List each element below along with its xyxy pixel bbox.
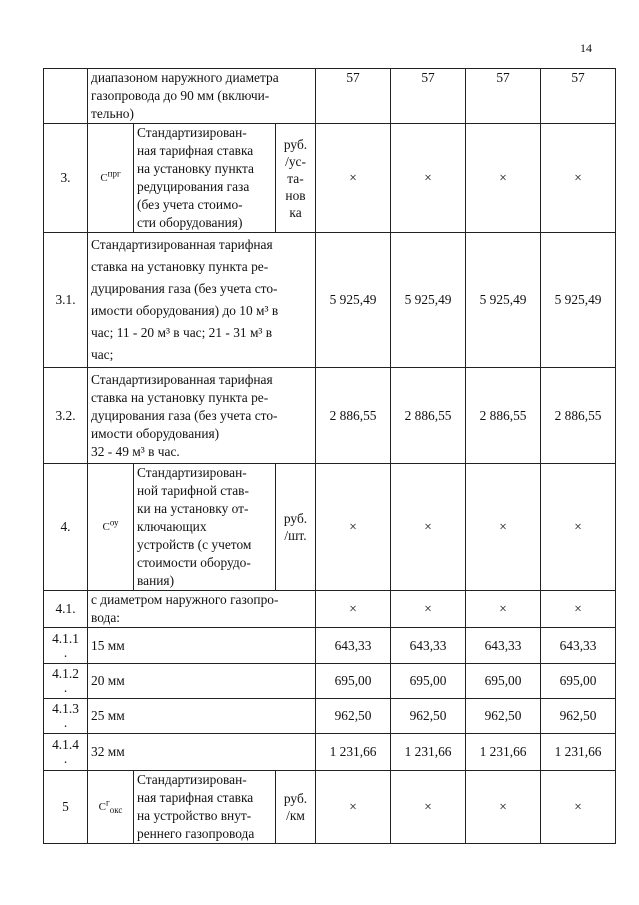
row-number: 3. — [44, 124, 88, 233]
value-cell: 962,50 — [466, 699, 541, 734]
unit-cell: руб. /ус- та- нов ка — [276, 124, 316, 233]
row-number: 5 — [44, 771, 88, 844]
value-cell: × — [541, 124, 616, 233]
value-cell: × — [466, 771, 541, 844]
value-cell: × — [541, 771, 616, 844]
row-description: Стандартизирован- ная тарифная ставка на установку пункта редуцирования газа (без учета стоимо- сти оборудования) — [134, 124, 276, 233]
row-description: 25 мм — [88, 699, 316, 734]
value-cell: 57 — [391, 69, 466, 124]
value-cell: 695,00 — [391, 664, 466, 699]
table-row — [44, 664, 616, 699]
value-cell: × — [316, 591, 391, 628]
value-cell: × — [391, 771, 466, 844]
row-description: Стандартизирован- ная тарифная ставка на устройство внут- реннего газопровода — [134, 771, 276, 844]
row-description: Стандартизирован- ной тарифной став- ки на установку от- ключающих устройств (с учетом стоимости оборудо- вания) — [134, 464, 276, 591]
tariff-symbol: $C^г_{окс}$ — [88, 771, 134, 844]
value-cell: × — [391, 591, 466, 628]
table-row — [44, 69, 616, 124]
row-description: диапазоном наружного диаметра газопровода до 90 мм (включи- тельно) — [88, 69, 316, 124]
row-description: 15 мм — [88, 628, 316, 664]
value-cell: 695,00 — [541, 664, 616, 699]
value-cell: 5 925,49 — [541, 233, 616, 368]
value-cell: × — [391, 124, 466, 233]
table-row — [44, 628, 616, 664]
tariff-symbol: $C^{оу}$ — [88, 464, 134, 591]
row-number: 4.1.2 . — [44, 664, 88, 699]
row-number: 3.2. — [44, 368, 88, 464]
value-cell: 2 886,55 — [466, 368, 541, 464]
row-number: 4.1. — [44, 591, 88, 628]
row-number: 4.1.4 . — [44, 734, 88, 771]
table-row — [44, 771, 616, 844]
table-row — [44, 233, 616, 368]
table-row — [44, 591, 616, 628]
value-cell: × — [541, 464, 616, 591]
tariff-table — [43, 68, 616, 844]
value-cell: 643,33 — [391, 628, 466, 664]
table-row — [44, 368, 616, 464]
value-cell: 5 925,49 — [466, 233, 541, 368]
value-cell: 643,33 — [466, 628, 541, 664]
unit-cell: руб. /шт. — [276, 464, 316, 591]
row-number — [44, 69, 88, 124]
value-cell: 643,33 — [541, 628, 616, 664]
tariff-symbol: $C^{прг}$ — [88, 124, 134, 233]
value-cell: 57 — [316, 69, 391, 124]
row-number: 4. — [44, 464, 88, 591]
value-cell: 962,50 — [316, 699, 391, 734]
value-cell: 643,33 — [316, 628, 391, 664]
value-cell: 1 231,66 — [466, 734, 541, 771]
value-cell: × — [316, 771, 391, 844]
table-row — [44, 124, 616, 233]
row-description: 20 мм — [88, 664, 316, 699]
value-cell: × — [316, 124, 391, 233]
value-cell: 57 — [541, 69, 616, 124]
row-description: 32 мм — [88, 734, 316, 771]
row-number: 4.1.3 . — [44, 699, 88, 734]
table-row — [44, 464, 616, 591]
value-cell: × — [466, 464, 541, 591]
value-cell: × — [316, 464, 391, 591]
value-cell: 695,00 — [316, 664, 391, 699]
value-cell: × — [541, 591, 616, 628]
value-cell: 57 — [466, 69, 541, 124]
table-row — [44, 699, 616, 734]
value-cell: 962,50 — [541, 699, 616, 734]
value-cell: × — [391, 464, 466, 591]
value-cell: 1 231,66 — [391, 734, 466, 771]
value-cell: 2 886,55 — [316, 368, 391, 464]
unit-cell: руб. /км — [276, 771, 316, 844]
table-row — [44, 734, 616, 771]
row-description: Стандартизированная тарифная ставка на установку пункта ре- дуцирования газа (без учета сто- имости оборудования) до 10 м³ в час; 11 - 20 м³ в час; 21 - 31 м³ в час; — [88, 233, 316, 368]
value-cell: 2 886,55 — [541, 368, 616, 464]
value-cell: 5 925,49 — [391, 233, 466, 368]
value-cell: 1 231,66 — [316, 734, 391, 771]
value-cell: 695,00 — [466, 664, 541, 699]
value-cell: 1 231,66 — [541, 734, 616, 771]
value-cell: × — [466, 124, 541, 233]
value-cell: 2 886,55 — [391, 368, 466, 464]
page-number: 14 — [580, 41, 592, 55]
value-cell: 962,50 — [391, 699, 466, 734]
row-description: Стандартизированная тарифная ставка на установку пункта ре- дуцирования газа (без учета сто- имости оборудования) 32 - 49 м³ в час. — [88, 368, 316, 464]
row-description: с диаметром наружного газопро- вода: — [88, 591, 316, 628]
value-cell: 5 925,49 — [316, 233, 391, 368]
value-cell: × — [466, 591, 541, 628]
row-number: 4.1.1 . — [44, 628, 88, 664]
row-number: 3.1. — [44, 233, 88, 368]
